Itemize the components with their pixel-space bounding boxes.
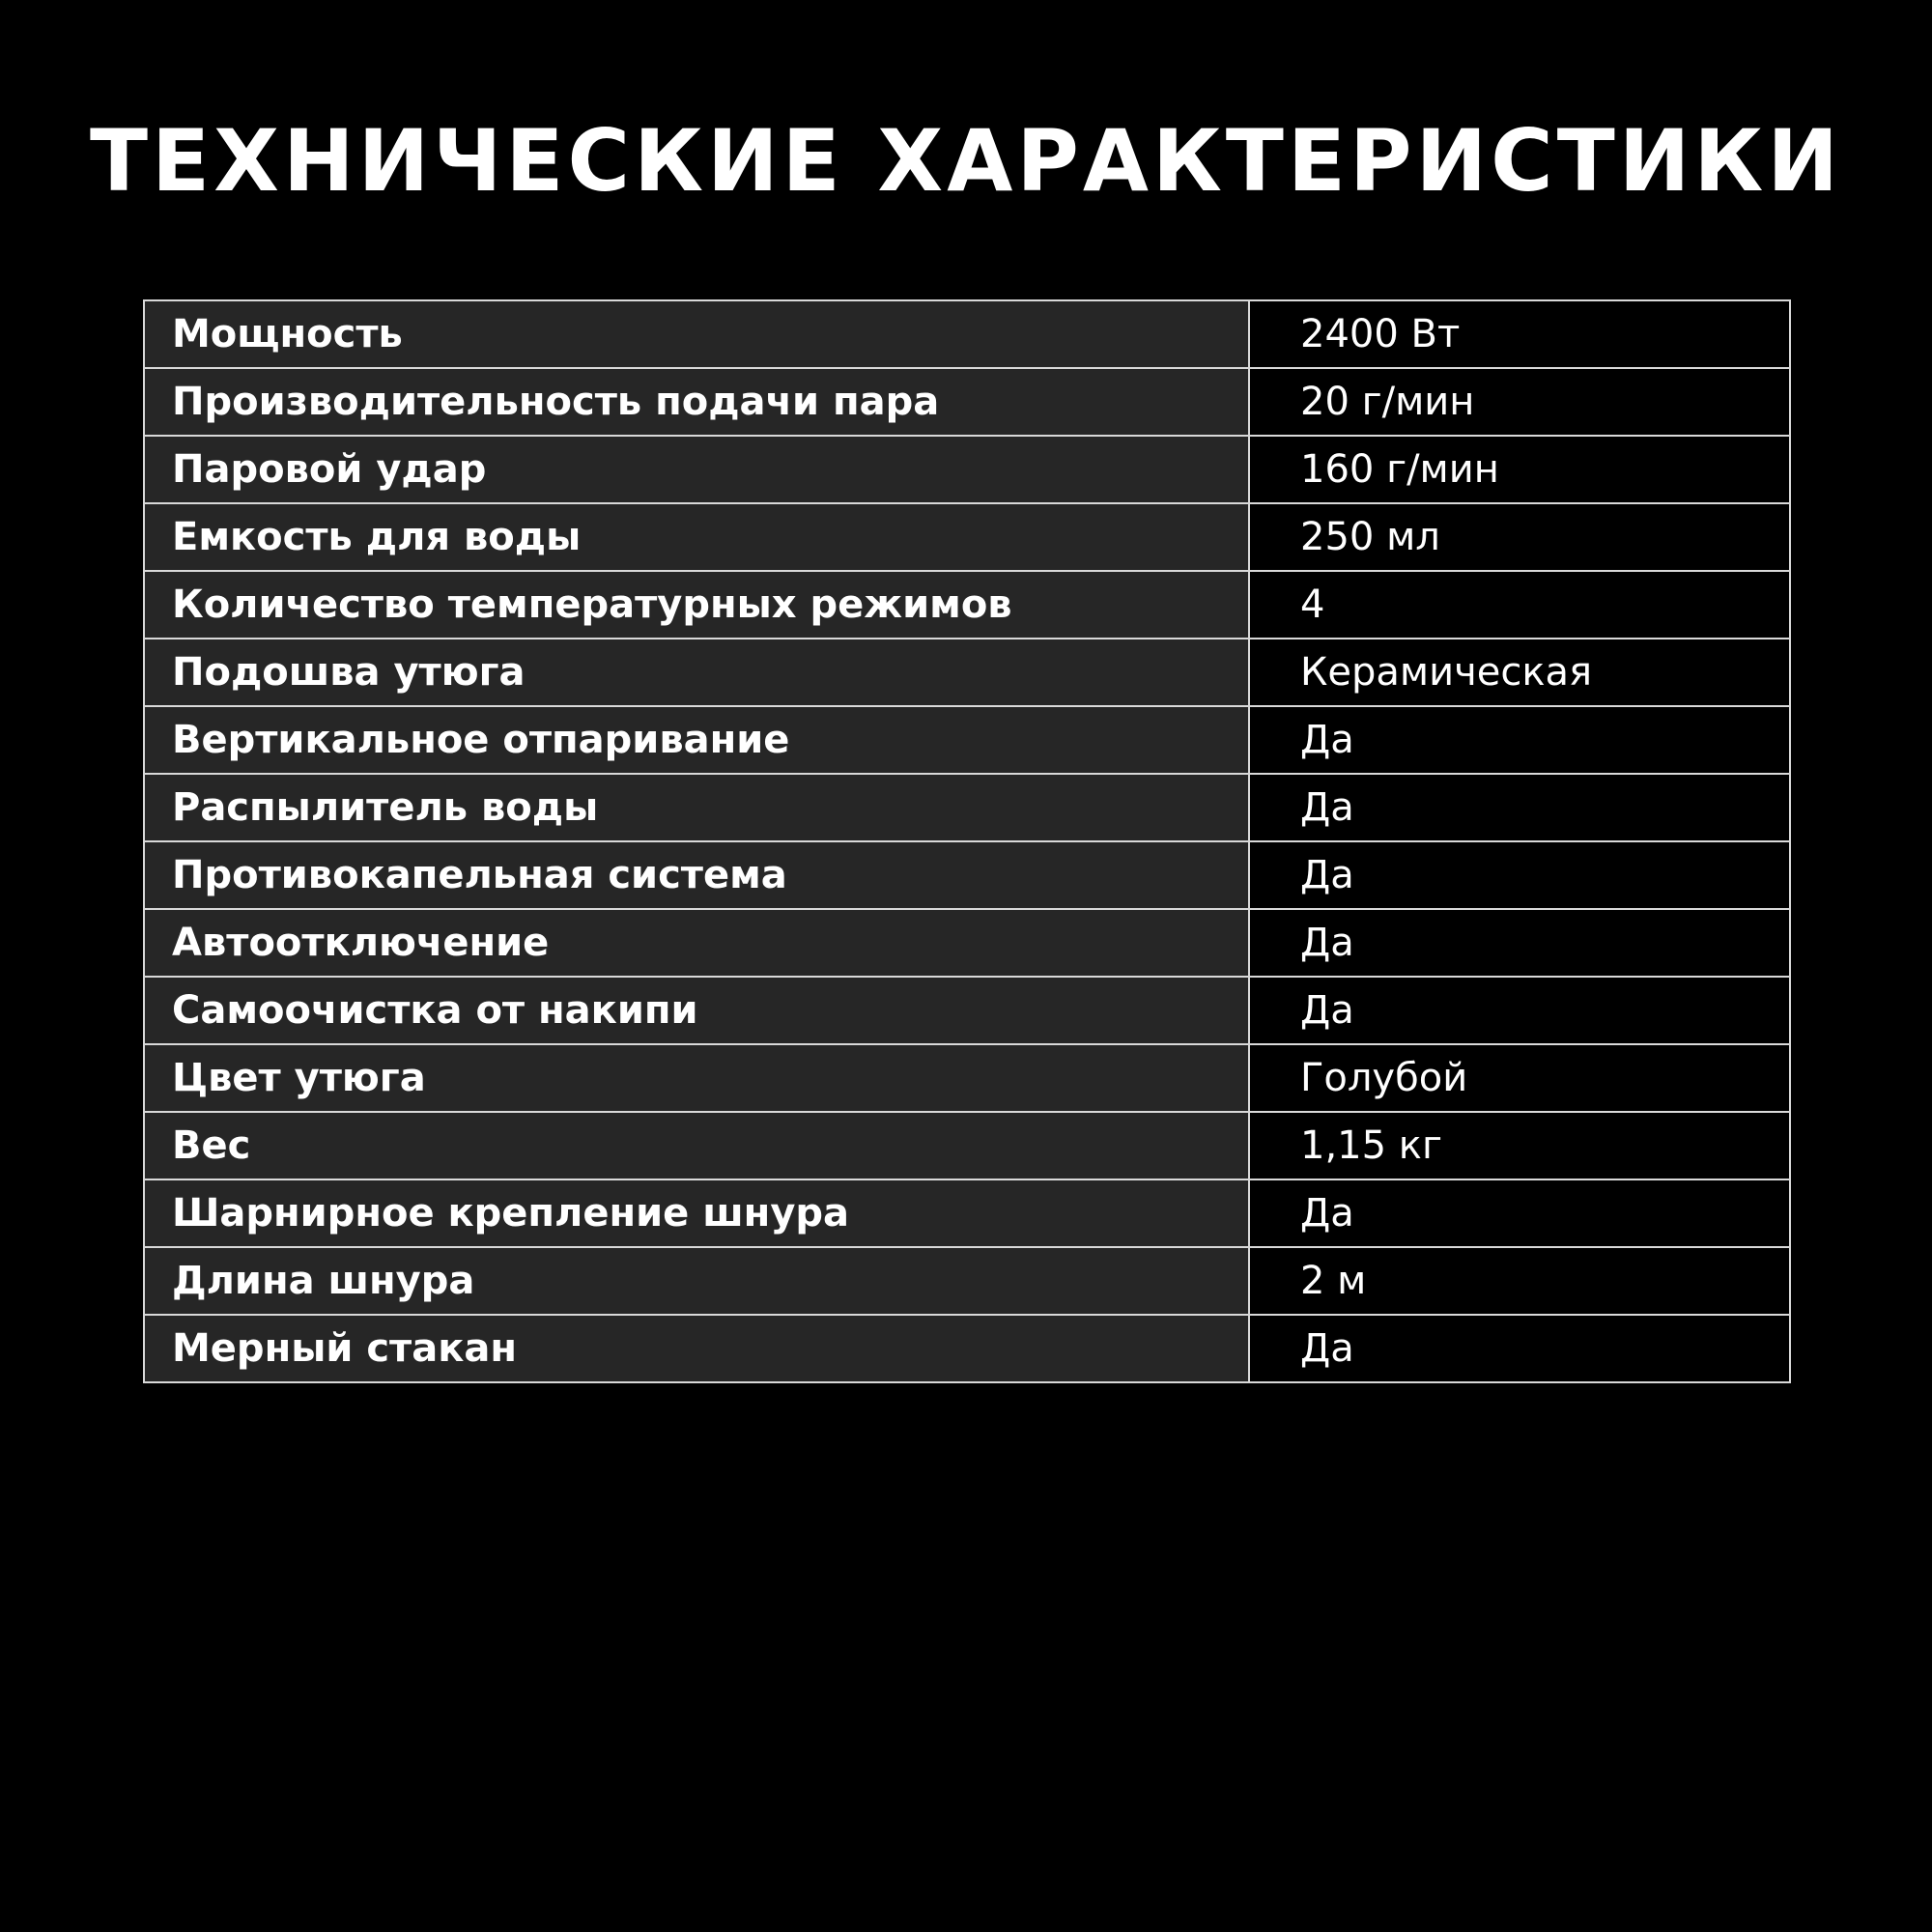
spec-name: Подошва утюга (144, 639, 1249, 706)
table-row (144, 909, 1790, 977)
spec-value: 4 (1249, 571, 1790, 639)
spec-name: Длина шнура (144, 1247, 1249, 1315)
spec-value: Да (1249, 774, 1790, 841)
spec-value: Да (1249, 977, 1790, 1044)
table-row (144, 571, 1790, 639)
table-row (144, 639, 1790, 706)
spec-name: Вес (144, 1112, 1249, 1179)
table-row (144, 1179, 1790, 1247)
spec-name: Автоотключение (144, 909, 1249, 977)
table-row (144, 841, 1790, 909)
spec-name: Цвет утюга (144, 1044, 1249, 1112)
spec-name: Мощность (144, 300, 1249, 368)
spec-name: Вертикальное отпаривание (144, 706, 1249, 774)
spec-name: Мерный стакан (144, 1315, 1249, 1382)
spec-name: Самоочистка от накипи (144, 977, 1249, 1044)
table-row (144, 774, 1790, 841)
table-row (144, 977, 1790, 1044)
spec-name: Емкость для воды (144, 503, 1249, 571)
spec-value: 160 г/мин (1249, 436, 1790, 503)
table-row (144, 1247, 1790, 1315)
spec-name: Шарнирное крепление шнура (144, 1179, 1249, 1247)
table-row (144, 436, 1790, 503)
page-title: ТЕХНИЧЕСКИЕ ХАРАКТЕРИСТИКИ (89, 111, 1843, 211)
spec-name: Паровой удар (144, 436, 1249, 503)
spec-value: Да (1249, 1179, 1790, 1247)
spec-value: 1,15 кг (1249, 1112, 1790, 1179)
table-row (144, 1044, 1790, 1112)
spec-value: Голубой (1249, 1044, 1790, 1112)
spec-value: 20 г/мин (1249, 368, 1790, 436)
table-row (144, 1112, 1790, 1179)
table-row (144, 1315, 1790, 1382)
spec-value: 2400 Вт (1249, 300, 1790, 368)
spec-value: Да (1249, 909, 1790, 977)
spec-value: Да (1249, 1315, 1790, 1382)
spec-table (143, 299, 1791, 1383)
table-row (144, 368, 1790, 436)
spec-name: Производительность подачи пара (144, 368, 1249, 436)
spec-value: Да (1249, 841, 1790, 909)
spec-name: Количество температурных режимов (144, 571, 1249, 639)
table-row (144, 300, 1790, 368)
table-row (144, 503, 1790, 571)
spec-value: 250 мл (1249, 503, 1790, 571)
spec-value: 2 м (1249, 1247, 1790, 1315)
spec-value: Да (1249, 706, 1790, 774)
spec-value: Керамическая (1249, 639, 1790, 706)
spec-name: Противокапельная система (144, 841, 1249, 909)
table-row (144, 706, 1790, 774)
spec-name: Распылитель воды (144, 774, 1249, 841)
